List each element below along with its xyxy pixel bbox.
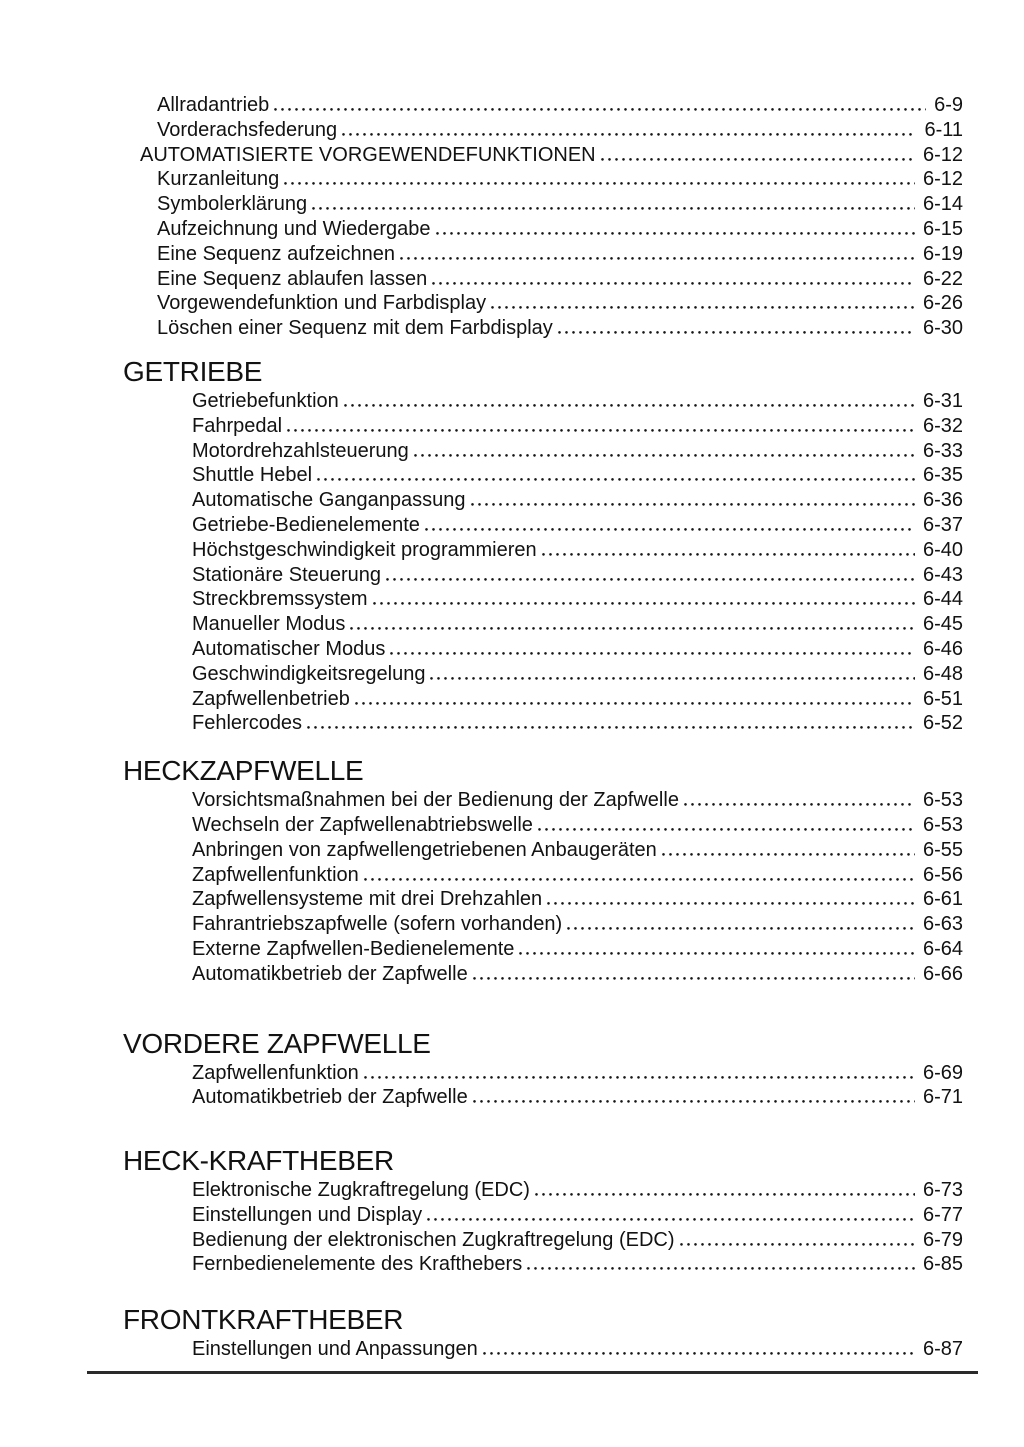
toc-entry-page: 6-46: [922, 637, 963, 660]
toc-entry-label: Löschen einer Sequenz mit dem Farbdisplay: [157, 317, 553, 340]
toc-entry-page: 6-53: [922, 789, 963, 812]
toc-entry-label: Vorderachsfederung: [157, 118, 338, 141]
dot-leader: [527, 1267, 915, 1270]
section-title: HECKZAPFWELLE: [123, 755, 364, 787]
toc-section: [85, 93, 963, 341]
toc-entry-page: 6-56: [922, 863, 963, 886]
dot-leader: [364, 878, 915, 881]
dot-leader: [471, 503, 915, 506]
toc-entry-page: 6-51: [922, 687, 963, 710]
toc-entry-page: 6-77: [922, 1203, 963, 1226]
toc-entry[interactable]: [85, 389, 963, 414]
toc-entry-label: Motordrehzahlsteuerung: [192, 439, 409, 462]
toc-entry-label: Externe Zapfwellen-Bedienelemente: [192, 937, 515, 960]
dot-leader: [274, 108, 926, 111]
toc-entry-label: Vorgewendefunktion und Farbdisplay: [157, 292, 487, 315]
toc-entry-page: 6-12: [922, 168, 963, 191]
dot-leader: [344, 404, 915, 407]
toc-entry[interactable]: [85, 1085, 963, 1110]
toc-entry[interactable]: [85, 1337, 963, 1362]
toc-section: [85, 754, 963, 986]
toc-entry[interactable]: [85, 414, 963, 439]
toc-entry-page: 6-9: [934, 94, 963, 116]
toc-entry-page: 6-36: [922, 489, 963, 512]
toc-entry-label: Einstellungen und Display: [192, 1203, 423, 1226]
toc-entry-page: 6-55: [922, 838, 963, 861]
toc-entry-page: 6-11: [924, 118, 963, 141]
toc-entry-page: 6-35: [922, 464, 963, 487]
toc-entry-page: 6-15: [922, 217, 963, 240]
dot-leader: [390, 652, 915, 655]
dot-leader: [542, 553, 915, 556]
toc-entry[interactable]: [85, 937, 963, 962]
toc-section: [85, 1303, 963, 1362]
toc-entry-label: Zapfwellenfunktion: [192, 1061, 359, 1084]
section-title: GETRIEBE: [123, 355, 263, 387]
dot-leader: [414, 454, 915, 457]
dot-leader: [430, 677, 915, 680]
toc-entry-label: Eine Sequenz aufzeichnen: [157, 242, 395, 265]
dot-leader: [287, 429, 915, 432]
dot-leader: [491, 306, 915, 309]
toc-entry[interactable]: [85, 439, 963, 464]
toc-entry-page: 6-63: [922, 913, 963, 936]
dot-leader: [684, 803, 915, 806]
toc-entry[interactable]: [85, 912, 963, 937]
toc-entry-page: 6-30: [922, 317, 963, 340]
toc-entry-label: Bedienung der elektronischen Zugkraftregelung (EDC): [192, 1228, 675, 1251]
toc-entry[interactable]: [85, 1061, 963, 1086]
toc-entry-page: 6-71: [922, 1086, 963, 1109]
toc-entry-label: Fehlercodes: [192, 712, 303, 735]
toc-content: [85, 0, 963, 1362]
toc-entry-label: Höchstgeschwindigkeit programmieren: [192, 538, 537, 561]
toc-entry-label: Elektronische Zugkraftregelung (EDC): [192, 1179, 530, 1202]
toc-entry-page: 6-31: [922, 389, 963, 412]
toc-entry-label: Symbolerklärung: [157, 193, 308, 216]
toc-entry[interactable]: [85, 962, 963, 987]
toc-entry-page: 6-73: [922, 1179, 963, 1202]
toc-entry-label: Anbringen von zapfwellengetriebenen Anbaugeräten: [192, 838, 657, 861]
toc-entry-label: Getriebefunktion: [192, 389, 339, 412]
toc-entry[interactable]: [85, 93, 963, 118]
dot-leader: [473, 977, 915, 980]
dot-leader: [342, 133, 916, 136]
toc-section: [85, 1144, 963, 1277]
dot-leader: [567, 927, 915, 930]
toc-entry-label: Manueller Modus: [192, 613, 346, 636]
toc-entry-label: Eine Sequenz ablaufen lassen: [157, 267, 428, 290]
toc-entry-label: Fernbedienelemente des Krafthebers: [192, 1253, 523, 1276]
toc-entry-label: Zapfwellenbetrieb: [192, 687, 350, 710]
toc-entry[interactable]: [85, 838, 963, 863]
dot-leader: [355, 702, 915, 705]
section-title: FRONTKRAFTHEBER: [123, 1304, 404, 1336]
toc-section: [85, 1027, 963, 1111]
toc-entry-page: 6-87: [922, 1338, 963, 1361]
toc-entry-page: 6-12: [922, 143, 963, 166]
dot-leader: [425, 528, 915, 531]
dot-leader: [386, 578, 915, 581]
dot-leader: [284, 182, 915, 185]
toc-entry[interactable]: [85, 637, 963, 662]
toc-entry[interactable]: [85, 192, 963, 217]
dot-leader: [662, 853, 915, 856]
toc-entry[interactable]: [85, 118, 963, 143]
toc-entry-label: Zapfwellenfunktion: [192, 863, 359, 886]
toc-entry[interactable]: [85, 612, 963, 637]
dot-leader: [538, 828, 915, 831]
toc-entry[interactable]: [85, 463, 963, 488]
toc-entry-label: Fahrpedal: [192, 414, 283, 437]
dot-leader: [601, 158, 915, 161]
toc-entry[interactable]: [85, 813, 963, 838]
toc-entry-page: 6-85: [922, 1253, 963, 1276]
toc-entry-page: 6-14: [922, 193, 963, 216]
toc-entry-label: Zapfwellensysteme mit drei Drehzahlen: [192, 888, 543, 911]
toc-entry[interactable]: [85, 887, 963, 912]
toc-entry-page: 6-53: [922, 813, 963, 836]
dot-leader: [312, 207, 915, 210]
toc-entry[interactable]: [85, 1252, 963, 1277]
toc-entry-label: Automatischer Modus: [192, 637, 386, 660]
dot-leader: [350, 627, 915, 630]
toc-entry-label: Getriebe-Bedienelemente: [192, 513, 420, 536]
section-title: HECK-KRAFTHEBER: [123, 1145, 394, 1177]
toc-entry-label: Wechseln der Zapfwellenabtriebswelle: [192, 813, 533, 836]
dot-leader: [519, 952, 915, 955]
toc-entry[interactable]: [85, 143, 963, 168]
toc-entry[interactable]: [85, 538, 963, 563]
toc-entry-label: Shuttle Hebel: [192, 464, 313, 487]
toc-entry[interactable]: [85, 788, 963, 813]
toc-entry-label: Streckbremssystem: [192, 588, 368, 611]
dot-leader: [400, 257, 915, 260]
toc-entry[interactable]: [85, 242, 963, 267]
toc-entry[interactable]: [85, 217, 963, 242]
toc-entry[interactable]: [85, 488, 963, 513]
toc-entry-page: 6-79: [922, 1228, 963, 1251]
dot-leader: [483, 1352, 915, 1355]
toc-entry-label: Automatikbetrieb der Zapfwelle: [192, 1086, 468, 1109]
dot-leader: [547, 902, 915, 905]
toc-entry-page: 6-61: [922, 888, 963, 911]
dot-leader: [432, 282, 915, 285]
toc-entry-label: Allradantrieb: [157, 94, 270, 116]
toc-entry-label: Vorsichtsmaßnahmen bei der Bedienung der Zapfwelle: [192, 789, 679, 812]
toc-entry-label: Automatikbetrieb der Zapfwelle: [192, 962, 468, 985]
toc-entry-page: 6-26: [922, 292, 963, 315]
toc-entry-page: 6-37: [922, 513, 963, 536]
toc-entry-page: 6-52: [922, 712, 963, 735]
dot-leader: [427, 1218, 915, 1221]
toc-entry[interactable]: [85, 863, 963, 888]
toc-entry[interactable]: [85, 711, 963, 736]
dot-leader: [307, 726, 915, 729]
toc-entry-label: Fahrantriebszapfwelle (sofern vorhanden): [192, 913, 563, 936]
toc-entry-page: 6-64: [922, 937, 963, 960]
toc-entry[interactable]: [85, 563, 963, 588]
toc-entry[interactable]: [85, 1203, 963, 1228]
toc-entry-page: 6-22: [922, 267, 963, 290]
dot-leader: [680, 1243, 915, 1246]
section-title: VORDERE ZAPFWELLE: [123, 1027, 431, 1059]
dot-leader: [535, 1193, 915, 1196]
toc-entry-page: 6-32: [922, 414, 963, 437]
toc-entry-label: Stationäre Steuerung: [192, 563, 382, 586]
toc-entry[interactable]: [85, 687, 963, 712]
toc-entry[interactable]: [85, 316, 963, 341]
toc-entry[interactable]: [85, 662, 963, 687]
toc-entry-page: 6-19: [922, 242, 963, 265]
toc-entry[interactable]: [85, 587, 963, 612]
toc-entry-page: 6-45: [922, 613, 963, 636]
toc-entry-page: 6-44: [922, 588, 963, 611]
toc-entry-label: Aufzeichnung und Wiedergabe: [157, 217, 431, 240]
toc-entry[interactable]: [85, 1178, 963, 1203]
toc-section: [85, 355, 963, 736]
toc-entry-page: 6-66: [922, 962, 963, 985]
dot-leader: [436, 232, 915, 235]
toc-entry-page: 6-40: [922, 538, 963, 561]
toc-entry-label: AUTOMATISIERTE VORGEWENDEFUNKTIONEN: [140, 143, 596, 166]
footer-rule: [87, 1371, 978, 1374]
toc-entry[interactable]: [85, 267, 963, 292]
toc-entry-label: Kurzanleitung: [157, 168, 280, 191]
toc-entry-page: 6-33: [922, 439, 963, 462]
toc-entry-page: 6-43: [922, 563, 963, 586]
toc-entry-page: 6-48: [922, 662, 963, 685]
dot-leader: [373, 602, 915, 605]
dot-leader: [558, 331, 915, 334]
toc-entry-label: Automatische Ganganpassung: [192, 489, 466, 512]
toc-entry[interactable]: [85, 291, 963, 316]
dot-leader: [317, 478, 915, 481]
toc-entry-page: 6-69: [922, 1061, 963, 1084]
toc-entry-label: Geschwindigkeitsregelung: [192, 662, 426, 685]
dot-leader: [364, 1076, 915, 1079]
toc-entry[interactable]: [85, 167, 963, 192]
toc-entry[interactable]: [85, 513, 963, 538]
dot-leader: [473, 1100, 915, 1103]
toc-entry[interactable]: [85, 1228, 963, 1253]
toc-entry-label: Einstellungen und Anpassungen: [192, 1338, 478, 1361]
